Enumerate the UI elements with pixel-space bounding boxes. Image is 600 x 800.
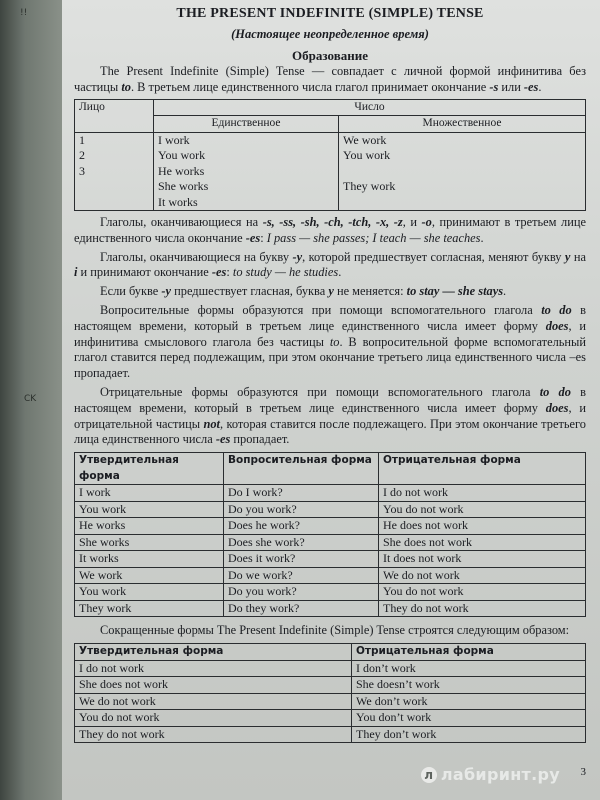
table-cell: We do not work [379, 567, 586, 584]
table-header: Отрицательная форма [352, 644, 586, 661]
table-cell: He works [154, 164, 339, 180]
table-cell: You work [75, 501, 224, 518]
table-header: Множественное [339, 116, 586, 133]
table-cell: I do not work [75, 660, 352, 677]
person-cell: 1 2 3 [75, 132, 154, 211]
intro-paragraph: The Present Indefinite (Simple) Tense — совпадает с личной формой инфинитива без частицы to. В третьем лице единственного числа глагол принимает окончание -s или -es. [74, 64, 586, 94]
page-subtitle: (Настоящее неопределенное время) [231, 27, 429, 41]
forms-table [74, 452, 586, 617]
table-cell: Do they work? [224, 600, 379, 617]
table-cell [339, 164, 586, 180]
table-cell: She does not work [379, 534, 586, 551]
table-row [75, 677, 586, 694]
table-cell: You work [154, 148, 339, 164]
rule-paragraph: Отрицательные формы образуются при помощи вспомогательного глагола to do в настоящем времени, который в третьем лице единственного числа имеет форму does, и отрицательной частицы not, которая ставится после подлежащего. При этом окончание третьего лица единственного числа -es пропадает. [74, 385, 587, 447]
table-cell: We work [75, 567, 224, 584]
table-cell: You do not work [379, 501, 586, 518]
table-cell: We don’t work [352, 693, 586, 710]
table-cell: She does not work [75, 677, 352, 694]
table-header: Лицо [75, 99, 154, 132]
table-row [75, 132, 586, 148]
table-cell: I work [154, 132, 339, 148]
table-cell: They do not work [75, 726, 352, 743]
page-title: THE PRESENT INDEFINITE (SIMPLE) TENSE [176, 6, 484, 21]
table-cell [339, 195, 586, 211]
page-number: 3 [580, 766, 586, 778]
rule-paragraph: Глаголы, оканчивающиеся на -s, -ss, -sh, -ch, -tch, -x, -z, и -o, принимают в третьем лице единственного числа окончание -es: I pass — she passes; I teach — she teaches. [74, 215, 586, 245]
table-cell: You don’t work [352, 710, 586, 727]
table-cell: They work [75, 600, 224, 617]
table-cell: We work [339, 132, 586, 148]
table-row [75, 485, 586, 502]
table-header: Единственное [154, 116, 339, 133]
table-row [75, 660, 586, 677]
rule-paragraph: Глаголы, оканчивающиеся на букву -y, которой предшествует согласная, меняют букву y на i и принимают окончание -es: to study — he studies. [74, 249, 586, 280]
table-row [75, 600, 586, 617]
table-row [75, 567, 586, 584]
table-row [75, 518, 586, 535]
page-content [74, 4, 586, 743]
table-cell: He works [75, 518, 224, 535]
table-cell: I don’t work [352, 660, 586, 677]
watermark: л лабиринт.ру [421, 765, 560, 784]
table-row [75, 501, 586, 518]
table-cell: You work [339, 148, 586, 164]
labirint-logo-icon: л [421, 767, 437, 783]
rule-paragraph: Вопросительные формы образуются при помощи вспомогательного глагола to do в настоящем времени, который в третьем лице единственного числа имеет форму does, и инфинитива смыслового глагола без частицы to. В вопросительной форме вспомогательный глагол ставится перед подлежащим, при этом окончание третьего лица единственного числа –es пропадает. [74, 303, 587, 381]
table-cell: You work [75, 584, 224, 601]
table-cell: Does she work? [224, 534, 379, 551]
table-header: Утвердительная форма [75, 644, 352, 661]
table-cell: She works [154, 179, 339, 195]
table-cell: Does it work? [224, 551, 379, 568]
conjugation-table [74, 99, 586, 212]
table-cell: You do not work [75, 710, 352, 727]
table-header: Число [154, 99, 586, 116]
book-page [62, 0, 600, 800]
rule-paragraph: Сокращенные формы The Present Indefinite (Simple) Tense строятся следующим образом: [100, 623, 570, 638]
table-header: Вопросительная форма [224, 453, 379, 485]
table-header: Утвердительная форма [75, 453, 224, 485]
table-row [75, 710, 586, 727]
table-cell: It works [75, 551, 224, 568]
table-cell: You do not work [379, 584, 586, 601]
table-row [75, 726, 586, 743]
table-cell: It does not work [379, 551, 586, 568]
margin-mark: CK [24, 394, 37, 404]
table-row [75, 584, 586, 601]
book-edge [0, 0, 62, 800]
table-header: Отрицательная форма [379, 453, 586, 485]
table-cell: I work [75, 485, 224, 502]
short-forms-table [74, 643, 586, 743]
table-cell: They do not work [379, 600, 586, 617]
table-cell: Do we work? [224, 567, 379, 584]
table-cell: She works [75, 534, 224, 551]
table-cell: She doesn’t work [352, 677, 586, 694]
table-cell: They don’t work [352, 726, 586, 743]
table-cell: Do you work? [224, 501, 379, 518]
table-cell: Do you work? [224, 584, 379, 601]
table-cell: He does not work [379, 518, 586, 535]
table-row [75, 534, 586, 551]
margin-mark: !! [20, 8, 28, 18]
table-cell: I do not work [379, 485, 586, 502]
table-cell: Does he work? [224, 518, 379, 535]
table-cell: It works [154, 195, 339, 211]
table-row [75, 551, 586, 568]
table-cell: We do not work [75, 693, 352, 710]
table-row [75, 693, 586, 710]
rule-paragraph: Если букве -y предшествует гласная, буква y не меняется: to stay — she stays. [100, 284, 507, 299]
table-cell: Do I work? [224, 485, 379, 502]
section-heading: Образование [292, 48, 368, 63]
table-cell: They work [339, 179, 586, 195]
